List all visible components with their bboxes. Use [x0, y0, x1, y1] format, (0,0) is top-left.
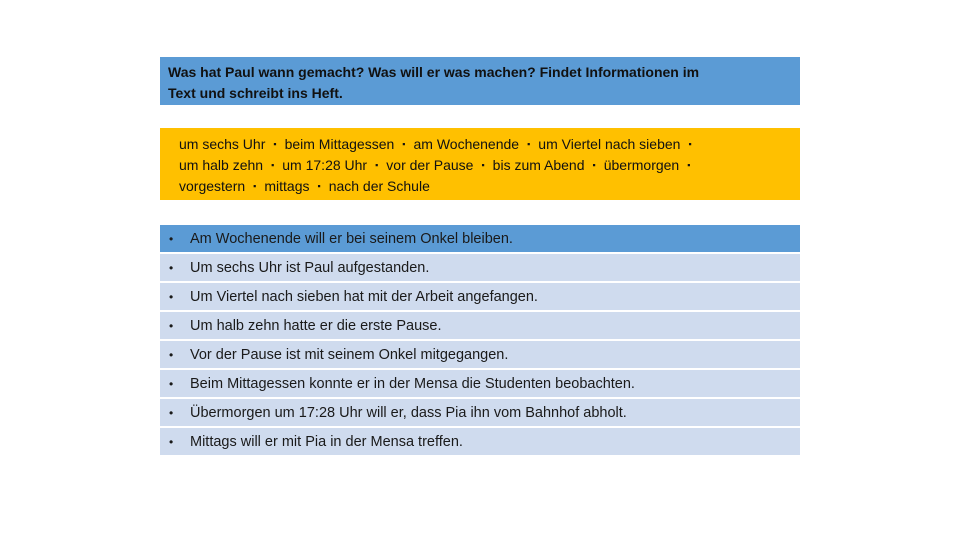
task-instructions [160, 57, 800, 105]
separator-icon: ▪ [253, 181, 257, 191]
bullet-icon: • [169, 318, 174, 333]
table-row [160, 254, 800, 281]
separator-icon: ▪ [317, 181, 321, 191]
sentence-text: Übermorgen um 17:28 Uhr will er, dass Pia ihn vom Bahnhof abholt. [190, 404, 627, 421]
sentence-text: Um Viertel nach sieben hat mit der Arbeit angefangen. [190, 288, 538, 305]
separator-icon: ▪ [592, 160, 596, 170]
separator-icon: ▪ [402, 139, 406, 149]
sentence-text: Vor der Pause ist mit seinem Onkel mitgegangen. [190, 346, 509, 363]
sentence-table [160, 225, 800, 457]
word-item: um sechs Uhr [179, 136, 266, 152]
word-item: vorgestern [179, 178, 246, 194]
table-row [160, 312, 800, 339]
table-row [160, 341, 800, 368]
word-bank [160, 128, 800, 200]
table-row [160, 399, 800, 426]
sentence-text: Mittags will er mit Pia in der Mensa treffen. [190, 433, 463, 450]
bullet-icon: • [169, 347, 174, 362]
word-item: bis zum Abend [492, 157, 585, 173]
separator-icon: ▪ [687, 160, 691, 170]
table-row [160, 428, 800, 455]
bullet-icon: • [169, 260, 174, 275]
separator-icon: ▪ [375, 160, 379, 170]
word-bank-line-1 [179, 134, 790, 155]
sentence-text: Um sechs Uhr ist Paul aufgestanden. [190, 259, 430, 276]
table-row [160, 283, 800, 310]
separator-icon: ▪ [527, 139, 531, 149]
sentence-text: Beim Mittagessen konnte er in der Mensa die Studenten beobachten. [190, 375, 635, 392]
task-line-1: Was hat Paul wann gemacht? Was will er was machen? Findet Informationen im [168, 64, 700, 80]
task-line-2: Text und schreibt ins Heft. [168, 85, 343, 101]
separator-icon: ▪ [273, 139, 277, 149]
word-item: mittags [264, 178, 310, 194]
word-item: um 17:28 Uhr [282, 157, 368, 173]
word-item: beim Mittagessen [284, 136, 395, 152]
bullet-icon: • [169, 376, 174, 391]
sentence-text: Am Wochenende will er bei seinem Onkel bleiben. [190, 230, 513, 247]
bullet-icon: • [169, 405, 174, 420]
sentence-text: Um halb zehn hatte er die erste Pause. [190, 317, 442, 334]
separator-icon: ▪ [688, 139, 692, 149]
separator-icon: ▪ [271, 160, 275, 170]
word-bank-line-3 [179, 176, 790, 197]
word-item: um Viertel nach sieben [538, 136, 681, 152]
bullet-icon: • [169, 289, 174, 304]
word-item: am Wochenende [413, 136, 520, 152]
word-item: übermorgen [603, 157, 680, 173]
word-bank-line-2 [179, 155, 790, 176]
word-item: nach der Schule [328, 178, 430, 194]
word-item: um halb zehn [179, 157, 264, 173]
word-item: vor der Pause [386, 157, 474, 173]
table-row [160, 225, 800, 252]
bullet-icon: • [169, 434, 174, 449]
bullet-icon: • [169, 231, 174, 246]
table-row [160, 370, 800, 397]
separator-icon: ▪ [481, 160, 485, 170]
